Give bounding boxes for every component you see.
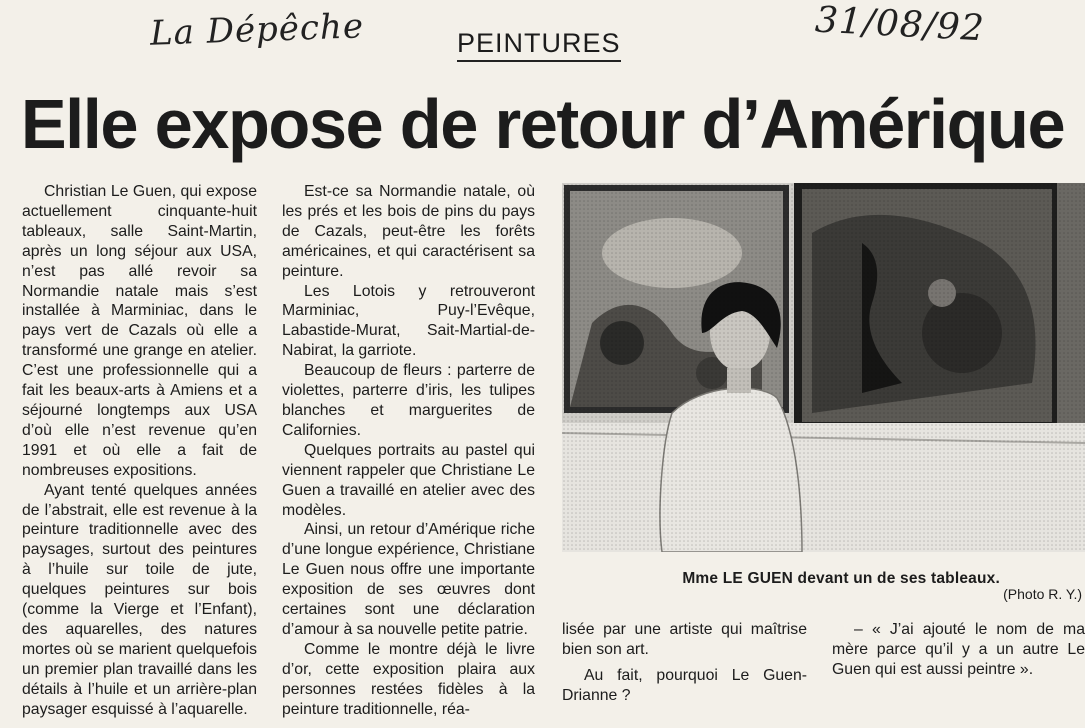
paragraph: Est-ce sa Normandie natale, où les prés et les bois de pins du pays de Cazals, peut-être les forêts américaines, et qui caractérisent sa peinture. <box>282 183 535 280</box>
paragraph: Ayant tenté quelques années de l’abstrait, elle est revenue à la peinture traditionnelle avec des paysages, surtout des peintures à l’huile sur toile de jute, quelques peintures sur bois (comme la Vierge et l’Enfant), des aquarelles, des natures mortes où se marient quelquefois un premier plan travaillé dans les détails à l’huile et un arrière-plan paysager esquissé à l’aquarelle. <box>22 481 257 718</box>
paragraph: Quelques portraits au pastel qui viennent rappeler que Christiane Le Guen a travaillé en atelier avec des modèles. <box>282 441 535 519</box>
photo-illustration <box>562 183 1085 552</box>
photo-credit: (Photo R. Y.) <box>1003 586 1082 602</box>
paragraph: – « J’ai ajouté le nom de ma mère parce qu’il y a un autre Le Guen qui est aussi peintre ». <box>832 621 1085 678</box>
paragraph: Comme le montre déjà le livre d’or, cette exposition plaira aux personnes restées fidèles à la peinture traditionnelle, réa- <box>282 640 535 718</box>
article-column-3 <box>562 620 807 712</box>
article-column-2 <box>282 182 535 719</box>
date-handwritten: 31/08/92 <box>814 0 986 50</box>
paragraph: Beaucoup de fleurs : parterre de violettes, parterre d’iris, les tulipes blanches et marguerites de Californies. <box>282 362 535 439</box>
article-column-1 <box>22 182 257 719</box>
photo-caption: Mme LE GUEN devant un de ses tableaux. <box>682 570 1000 587</box>
article-photo <box>562 183 1085 552</box>
article-column-4 <box>832 620 1085 686</box>
paragraph: Christian Le Guen, qui expose actuellement cinquante-huit tableaux, salle Saint-Martin, après un long séjour aux USA, n’est pas allé revoir sa Normandie natale mais s’est installée à Marminiac, dans le pays vert de Cazals où elle a transformé une grange en atelier. C’est une professionnelle qui a fait les beaux-arts à Amiens et a séjourné longtemps aux USA d’où elle n’est revenue qu’en 1991 et où elle a fait de nombreuses expositions. <box>22 183 257 479</box>
paragraph: Au fait, pourquoi Le Guen-Drianne ? <box>562 666 807 704</box>
section-title: PEINTURES <box>457 28 621 62</box>
paragraph: Ainsi, un retour d’Amérique riche d’une longue expérience, Christiane Le Guen nous offre une importante exposition de ses œuvres dont certaines sont une déclaration d’amour à sa nouvelle petite patrie. <box>282 521 535 638</box>
paragraph: lisée par une artiste qui maîtrise bien son art. <box>562 621 807 658</box>
newspaper-source-handwritten: La Dépêche <box>149 6 365 54</box>
paragraph: Les Lotois y retrouveront Marminiac, Puy-l’Evêque, Labastide-Murat, Sait-Martial-de-Nabirat, la garriote. <box>282 282 535 360</box>
headline: Elle expose de retour d’Amérique <box>20 85 1065 163</box>
